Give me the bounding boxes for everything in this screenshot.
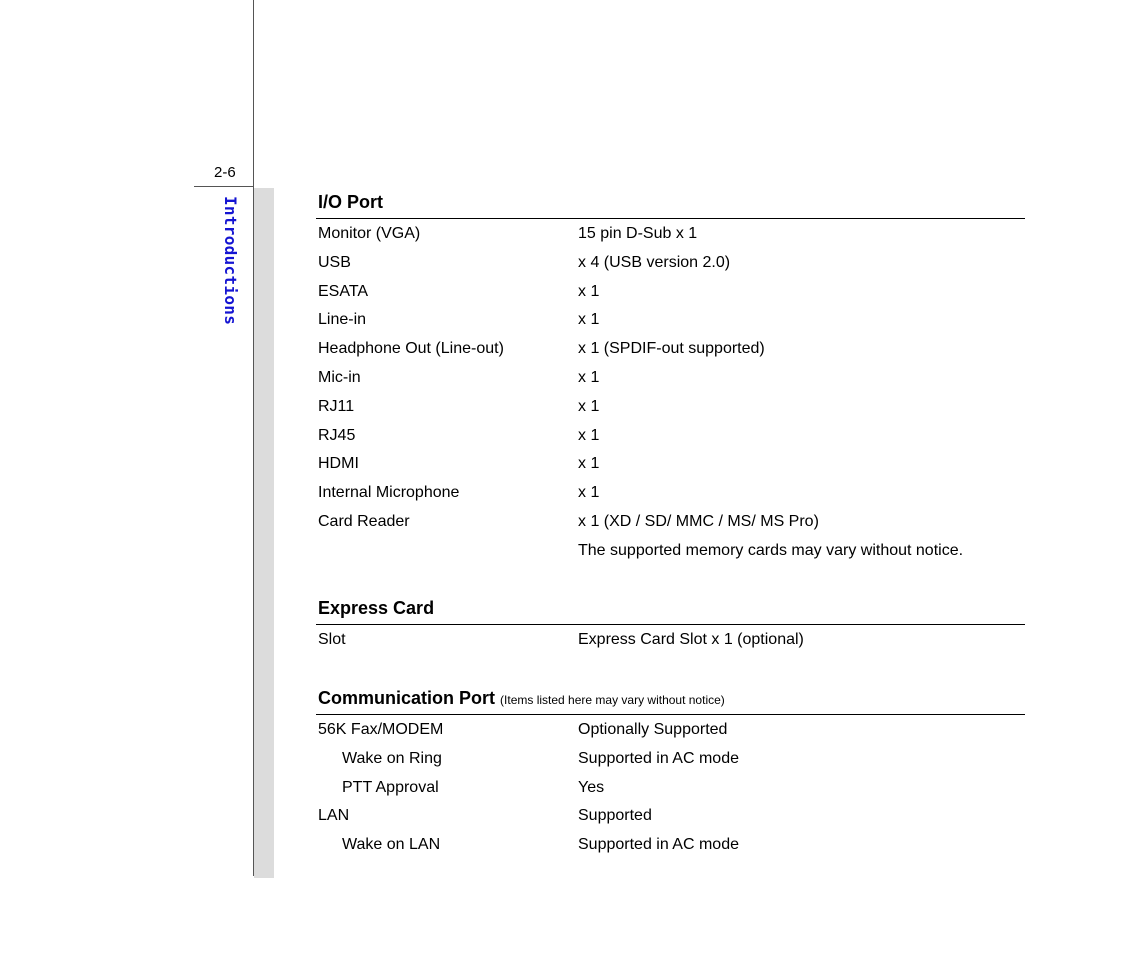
spec-label: RJ11 <box>318 397 355 415</box>
spec-label: Headphone Out (Line-out) <box>318 340 504 358</box>
section-header <box>316 597 1025 625</box>
spec-row <box>316 367 1025 396</box>
spec-row <box>316 482 1025 511</box>
spec-value: Optionally Supported <box>578 721 728 738</box>
spec-value: The supported memory cards may vary without notice. <box>578 541 964 559</box>
spec-value: x 4 (USB version 2.0) <box>578 253 731 271</box>
section-title: Communication Port (Items listed here may vary without notice) <box>318 688 725 708</box>
spec-label: Mic-in <box>318 368 361 386</box>
spec-row <box>316 511 1025 540</box>
spec-label: Wake on Ring <box>342 749 442 767</box>
spec-value: x 1 <box>578 484 600 502</box>
spec-label: PTT Approval <box>342 778 439 796</box>
spec-value: Express Card Slot x 1 (optional) <box>578 631 804 648</box>
spec-label: Wake on LAN <box>342 836 441 854</box>
spec-row <box>316 834 1025 863</box>
spec-label: ESATA <box>318 282 369 300</box>
spec-value: 15 pin D-Sub x 1 <box>578 225 698 242</box>
spec-label: Internal Microphone <box>318 484 460 502</box>
section-note: (Items listed here may vary without notice) <box>500 693 725 707</box>
spec-list <box>316 629 1025 658</box>
spec-row <box>316 396 1025 425</box>
page-number-rule <box>194 186 254 187</box>
page-number: 2-6 <box>214 164 236 181</box>
section-header <box>316 191 1025 219</box>
section-express-card <box>316 597 1025 658</box>
spec-row <box>316 777 1025 806</box>
chapter-label: Introductions <box>221 196 240 326</box>
spec-value: Supported in AC mode <box>578 749 739 767</box>
spec-value: x 1 (SPDIF-out supported) <box>578 340 765 358</box>
spec-row <box>316 540 1025 569</box>
section-header <box>316 687 1025 715</box>
spec-row <box>316 338 1025 367</box>
spec-label: Monitor (VGA) <box>318 225 421 242</box>
spec-value: x 1 <box>578 368 600 386</box>
section-title: I/O Port <box>318 192 384 212</box>
spec-value: x 1 <box>578 397 600 415</box>
spec-label: USB <box>318 253 351 271</box>
spec-row <box>316 223 1025 252</box>
spec-label: LAN <box>318 807 350 825</box>
spec-value: Supported <box>578 807 652 825</box>
spec-row <box>316 629 1025 658</box>
spec-row <box>316 719 1025 748</box>
spec-value: x 1 <box>578 455 600 473</box>
spec-row <box>316 425 1025 454</box>
spec-label: Slot <box>318 631 346 648</box>
spec-value: Yes <box>578 778 605 796</box>
spec-label: 56K Fax/MODEM <box>318 721 444 738</box>
spec-value: x 1 <box>578 311 600 329</box>
spec-list <box>316 223 1025 569</box>
spec-row <box>316 309 1025 338</box>
spec-value: x 1 <box>578 282 600 300</box>
spec-value: x 1 (XD / SD/ MMC / MS/ MS Pro) <box>578 512 819 530</box>
spec-value: x 1 <box>578 426 600 444</box>
spec-row <box>316 748 1025 777</box>
spec-row <box>316 453 1025 482</box>
section-title: Express Card <box>318 598 435 618</box>
section-communication-port <box>316 687 1025 863</box>
spec-label: HDMI <box>318 455 359 473</box>
spec-value: Supported in AC mode <box>578 836 739 854</box>
spec-label: Card Reader <box>318 512 410 530</box>
spec-label: RJ45 <box>318 426 356 444</box>
side-tab-bar <box>254 188 274 878</box>
spec-row <box>316 252 1025 281</box>
spec-label: Line-in <box>318 311 367 329</box>
spec-list <box>316 719 1025 863</box>
section-io-port <box>316 191 1025 569</box>
spec-row <box>316 281 1025 310</box>
spec-row <box>316 805 1025 834</box>
